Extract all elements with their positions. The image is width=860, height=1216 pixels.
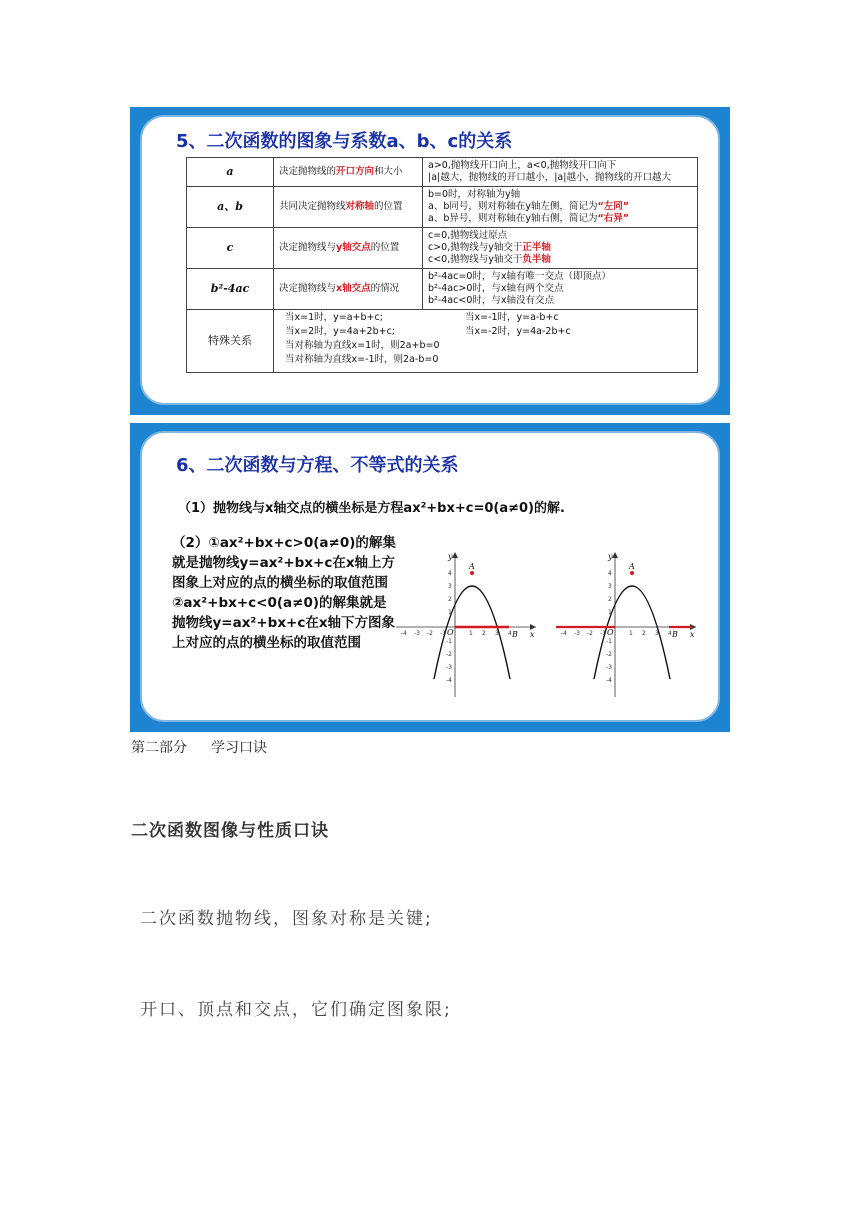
slide-title: 6、二次函数与方程、不等式的关系: [176, 455, 459, 476]
svg-text:A: A: [469, 562, 475, 571]
svg-text:-1: -1: [600, 630, 606, 637]
table-row: [187, 228, 698, 269]
row-key: 特殊关系: [187, 310, 274, 373]
slide-coefficients: [130, 107, 730, 415]
relation-table: [186, 157, 698, 373]
svg-text:O: O: [607, 628, 614, 637]
svg-text:2: 2: [608, 596, 612, 603]
svg-text:-3: -3: [606, 664, 612, 671]
caption-name: 学习口诀: [211, 740, 267, 756]
svg-text:-2: -2: [606, 651, 612, 658]
parabola-graph-upper: [394, 549, 539, 699]
svg-text:-3: -3: [574, 630, 580, 637]
svg-text:A: A: [629, 562, 635, 571]
slide-card: [140, 431, 720, 722]
svg-text:2: 2: [482, 630, 486, 637]
page-heading: 二次函数图像与性质口诀: [131, 821, 329, 841]
table-row: [187, 310, 698, 373]
row-detail: 当x=1时，y=a+b+c; 当x=-1时，y=a-b+c 当x=2时，y=4a+2b+c; 当x=-2时，y=4a-2b+c 当对称轴为直线x=1时，则2a+b=0 当对称轴为直线x=-1时，则2a-b=0: [274, 310, 698, 373]
svg-text:-2: -2: [446, 651, 452, 658]
svg-text:1: 1: [608, 609, 612, 616]
row-detail: b=0时，对称轴为y轴 a、b同号，则对称轴在y轴左侧，简记为“左同” a、b异号，则对称轴在y轴右侧，简记为“右异”: [423, 187, 698, 228]
svg-text:4: 4: [508, 630, 512, 637]
row-meaning: 决定抛物线的开口方向和大小: [274, 158, 423, 187]
graph-axes: [396, 553, 536, 697]
row-key: b²-4ac: [187, 269, 274, 310]
svg-text:-4: -4: [561, 630, 567, 637]
svg-text:-3: -3: [414, 630, 420, 637]
row-key: a: [187, 158, 274, 187]
svg-text:x: x: [530, 630, 535, 639]
svg-text:B: B: [672, 630, 678, 639]
table-row: [187, 158, 698, 187]
row-meaning: 决定抛物线与x轴交点的情况: [274, 269, 423, 310]
svg-text:B: B: [512, 630, 518, 639]
table-row: [187, 269, 698, 310]
svg-text:-3: -3: [446, 664, 452, 671]
parabola-graph-lower: [554, 549, 699, 699]
svg-text:-1: -1: [440, 630, 446, 637]
svg-text:y: y: [608, 552, 613, 561]
slide-title: 5、二次函数的图象与系数a、b、c的关系: [176, 131, 513, 152]
svg-text:-1: -1: [446, 638, 452, 645]
svg-text:y: y: [448, 552, 453, 561]
row-detail: a>0,抛物线开口向上，a<0,抛物线开口向下 |a|越大，抛物线的开口越小，|a|越小，抛物线的开口越大: [423, 158, 698, 187]
point-two: （2）①ax²+bx+c>0(a≠0)的解集就是抛物线y=ax²+bx+c在x轴上方图象上对应的点的横坐标的取值范围 ②ax²+bx+c<0(a≠0)的解集就是抛物线y=ax²+bx+c在x轴下方图象上对应的点的横坐标的取值范围: [172, 535, 396, 651]
svg-text:3: 3: [655, 630, 659, 637]
svg-text:x: x: [690, 630, 695, 639]
point-one: （1）抛物线与x轴交点的横坐标是方程ax²+bx+c=0(a≠0)的解.: [178, 501, 565, 516]
svg-text:3: 3: [448, 583, 452, 590]
svg-text:4: 4: [608, 570, 612, 577]
svg-text:-1: -1: [606, 638, 612, 645]
svg-text:-2: -2: [587, 630, 593, 637]
row-key: a、b: [187, 187, 274, 228]
slide-equations: [130, 423, 730, 732]
table-row: [187, 187, 698, 228]
svg-text:-4: -4: [446, 677, 452, 684]
row-detail: b²-4ac=0时，与x轴有唯一交点（即顶点） b²-4ac>0时，与x轴有两个交点 b²-4ac<0时，与x轴没有交点: [423, 269, 698, 310]
svg-text:-4: -4: [606, 677, 612, 684]
row-detail: c=0,抛物线过原点 c>0,抛物线与y轴交于正半轴 c<0,抛物线与y轴交于负半轴: [423, 228, 698, 269]
svg-text:4: 4: [448, 570, 452, 577]
caption-part: 第二部分: [131, 740, 187, 756]
svg-text:2: 2: [642, 630, 646, 637]
section-caption: [131, 737, 291, 757]
row-meaning: 共同决定抛物线对称轴的位置: [274, 187, 423, 228]
svg-text:1: 1: [629, 630, 633, 637]
svg-text:3: 3: [608, 583, 612, 590]
svg-text:1: 1: [469, 630, 473, 637]
row-key: c: [187, 228, 274, 269]
svg-text:4: 4: [668, 630, 672, 637]
slide-card: [140, 115, 720, 405]
svg-text:3: 3: [495, 630, 499, 637]
poem-line: 二次函数抛物线，图象对称是关键;: [140, 909, 433, 929]
svg-text:2: 2: [448, 596, 452, 603]
graph-axes: [556, 553, 696, 697]
row-meaning: 决定抛物线与y轴交点的位置: [274, 228, 423, 269]
svg-text:-2: -2: [427, 630, 433, 637]
svg-text:O: O: [447, 628, 454, 637]
svg-text:1: 1: [448, 609, 452, 616]
svg-text:-4: -4: [401, 630, 407, 637]
poem-line: 开口、顶点和交点，它们确定图象限;: [140, 1000, 452, 1020]
